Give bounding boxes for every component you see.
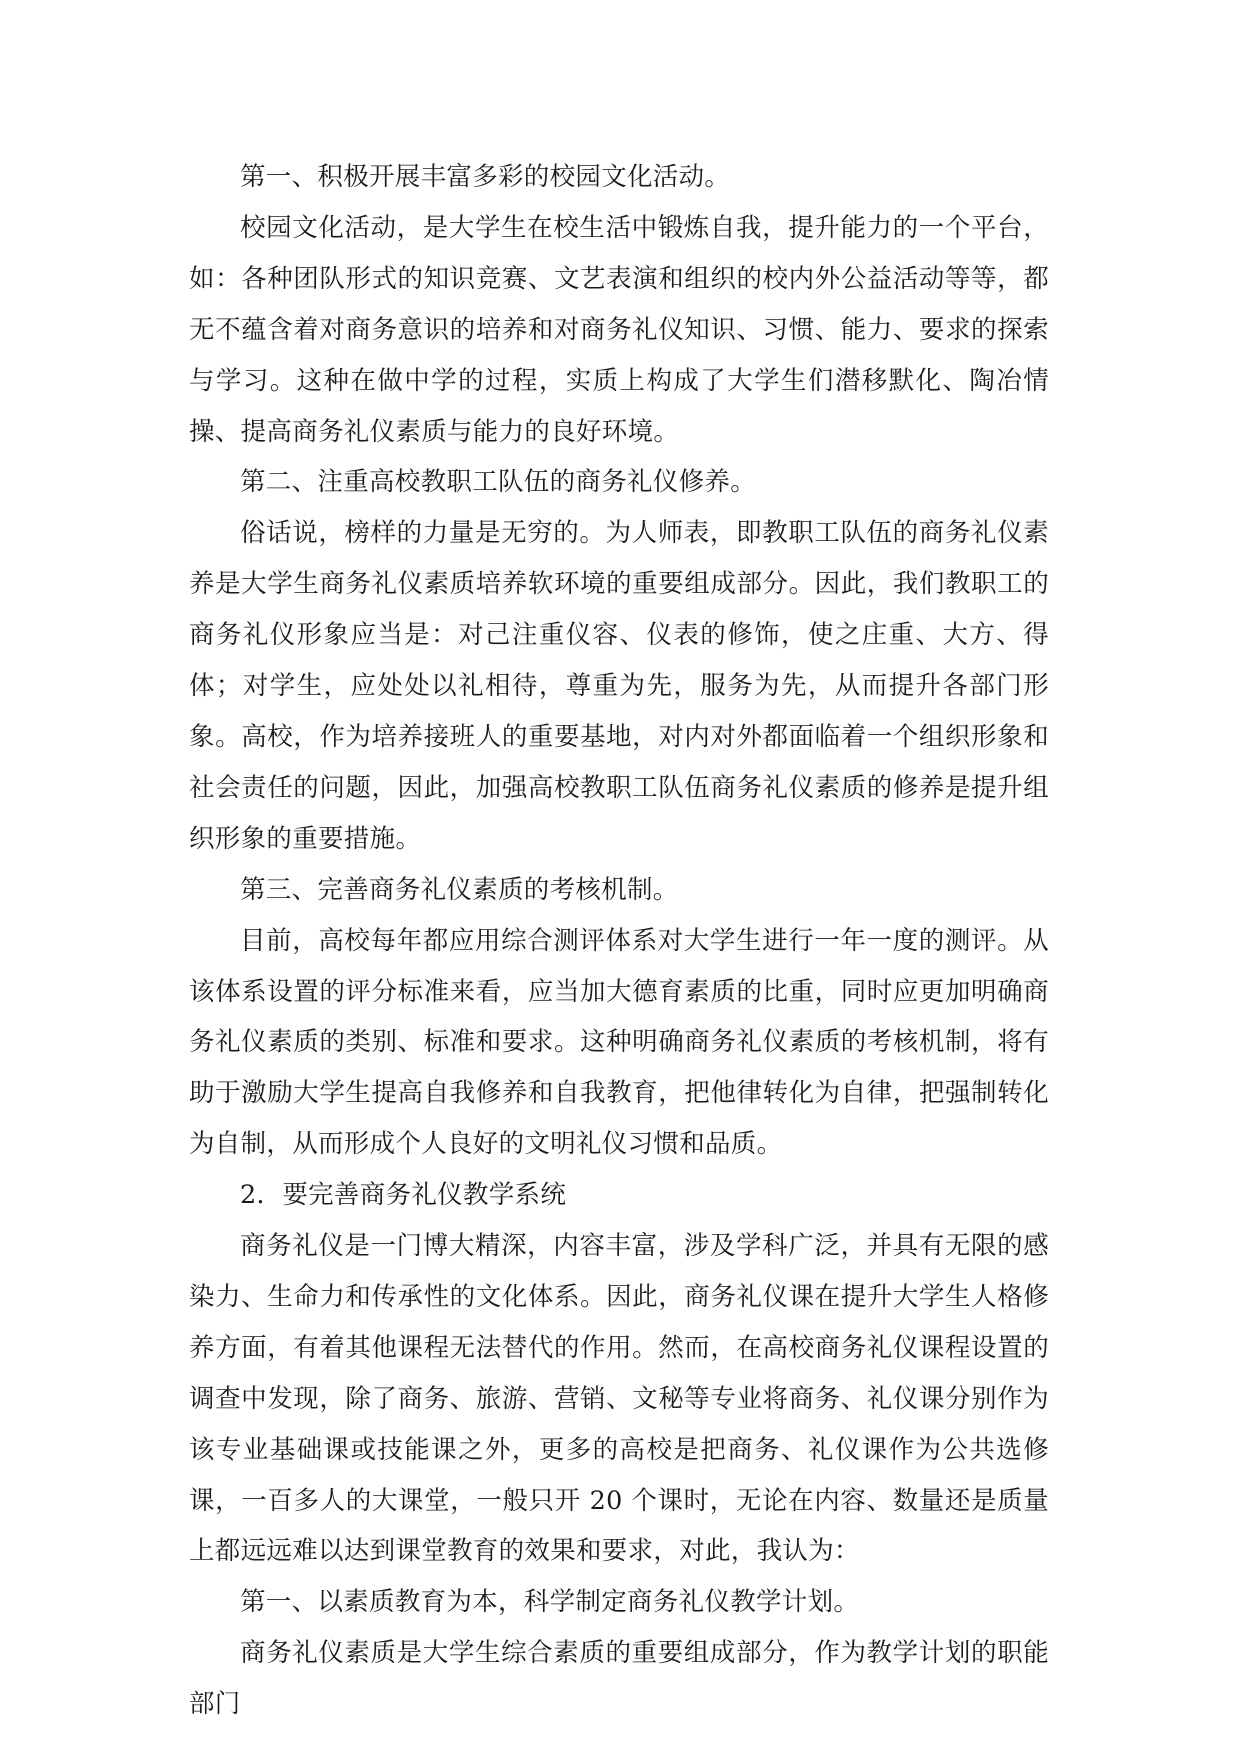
heading-teaching-plan: 第一、以素质教育为本，科学制定商务礼仪教学计划。 <box>240 1587 860 1618</box>
paragraph-assessment-mechanism: 目前，高校每年都应用综合测评体系对大学生进行一年一度的测评。从该体系设置的评分标准来看，应当加大德育素质的比重，同时应更加明确商务礼仪素质的类别、标准和要求。这种明确商务礼仪素质的考核机制，将有助于激励大学生提高自我修养和自我教育，把他律转化为自律，把强制转化为自制，从而形成个人良好的文明礼仪习惯和品质。 <box>189 925 1049 1160</box>
document-body <box>189 152 1049 1730</box>
heading-faculty-etiquette: 第二、注重高校教职工队伍的商务礼仪修养。 <box>240 467 757 498</box>
paragraph-teaching-system: 商务礼仪是一门博大精深，内容丰富，涉及学科广泛，并具有无限的感染力、生命力和传承性的文化体系。因此，商务礼仪课在提升大学生人格修养方面，有着其他课程无法替代的作用。然而，在高校商务礼仪课程设置的调查中发现，除了商务、旅游、营销、文秘等专业将商务、礼仪课分别作为该专业基础课或技能课之外，更多的高校是把商务、礼仪课作为公共选修课，一百多人的大课堂，一般只开 20 个课时，无论在内容、数量还是质量上都远远难以达到课堂教育的效果和要求，对此，我认为： <box>189 1231 1049 1567</box>
paragraph-teaching-plan: 商务礼仪素质是大学生综合素质的重要组成部分，作为教学计划的职能部门 <box>189 1638 1049 1720</box>
heading-campus-culture: 第一、积极开展丰富多彩的校园文化活动。 <box>240 162 731 192</box>
section-heading-teaching-system: 2．要完善商务礼仪教学系统 <box>240 1180 567 1211</box>
heading-assessment-mechanism: 第三、完善商务礼仪素质的考核机制。 <box>240 874 679 905</box>
paragraph-campus-culture: 校园文化活动，是大学生在校生活中锻炼自我，提升能力的一个平台，如：各种团队形式的知识竞赛、文艺表演和组织的校内外公益活动等等，都无不蕴含着对商务意识的培养和对商务礼仪知识、习惯、能力、要求的探索与学习。这种在做中学的过程，实质上构成了大学生们潜移默化、陶冶情操、提高商务礼仪素质与能力的良好环境。 <box>189 212 1049 447</box>
paragraph-faculty-etiquette: 俗话说，榜样的力量是无穷的。为人师表，即教职工队伍的商务礼仪素养是大学生商务礼仪素质培养软环境的重要组成部分。因此，我们教职工的商务礼仪形象应当是：对己注重仪容、仪表的修饰，使之庄重、大方、得体；对学生，应处处以礼相待，尊重为先，服务为先，从而提升各部门形象。高校，作为培养接班人的重要基地，对内对外都面临着一个组织形象和社会责任的问题，因此，加强高校教职工队伍商务礼仪素质的修养是提升组织形象的重要措施。 <box>189 518 1049 854</box>
